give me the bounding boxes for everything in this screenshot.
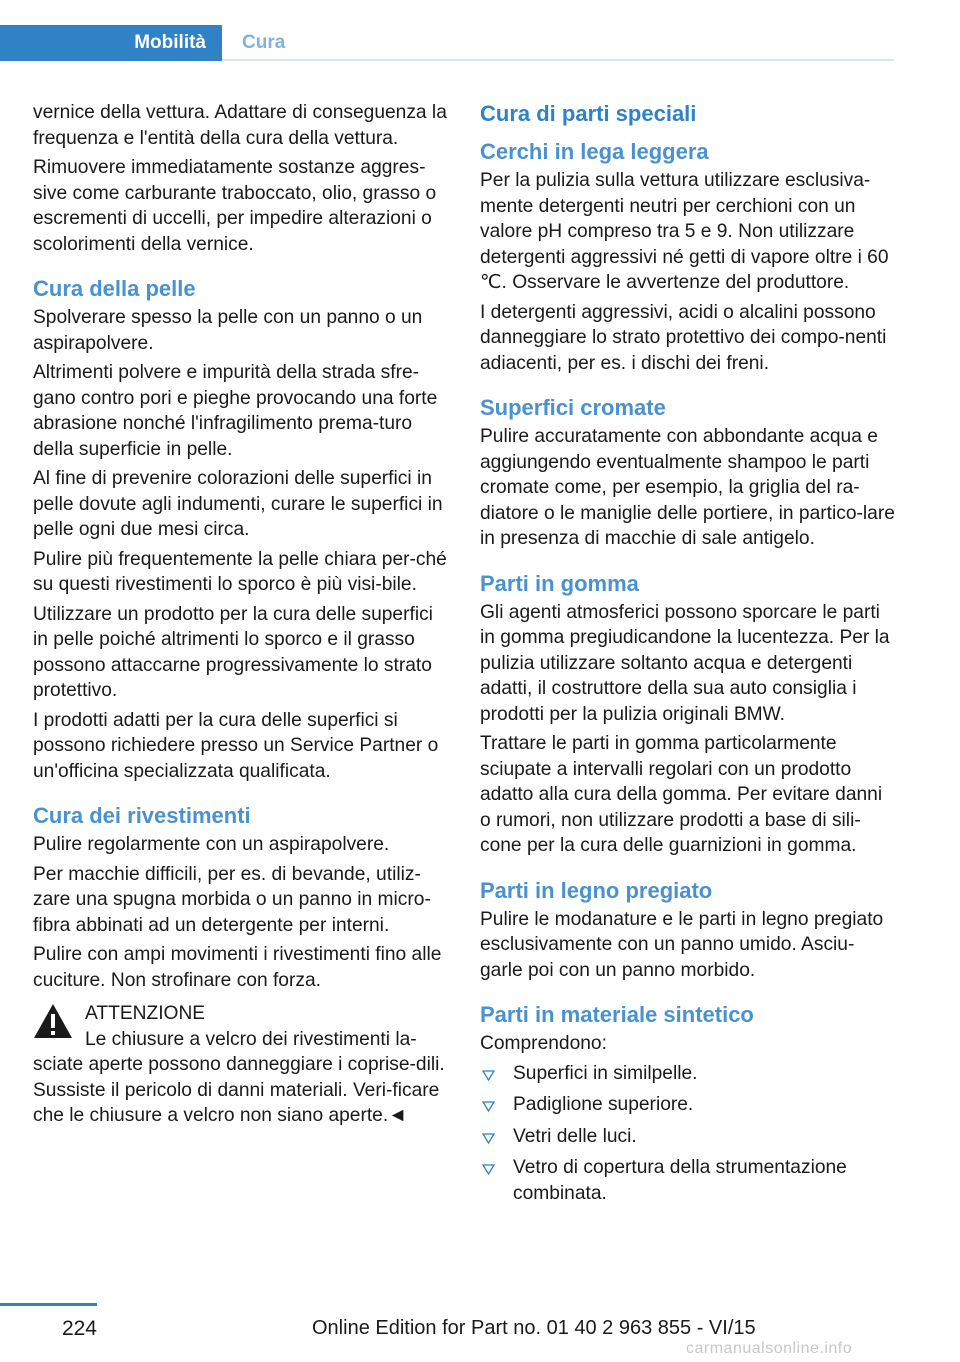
- bullet-triangle-icon: [482, 1101, 495, 1112]
- warning-box: [33, 1001, 448, 1129]
- section-heading-speciali: Cura di parti speciali: [480, 101, 697, 126]
- paragraph: Per la pulizia sulla vettura utilizzare esclusiva-mente detergenti neutri per cerchioni con un valore pH compreso tra 5 e 9. Non utilizzare detergenti aggressivi né getti di vapore oltre i 60 ℃. Osservare le avvertenze del produttore.: [480, 170, 889, 293]
- subsection-heading-sintetico: Parti in materiale sintetico: [480, 1002, 754, 1027]
- edition-footer: Online Edition for Part no. 01 40 2 963 855 - VI/15: [312, 1317, 756, 1339]
- list-item-text: Vetro di copertura della strumentazione combinata.: [513, 1157, 847, 1204]
- list-item: [480, 1092, 896, 1118]
- bullet-triangle-icon: [482, 1164, 495, 1175]
- paragraph: I prodotti adatti per la cura delle superfici si possono richiedere presso un Service Partner o un'officina specializzata qualificata.: [33, 709, 439, 782]
- paragraph: Pulire più frequentemente la pelle chiara per-ché su questi rivestimenti lo sporco è più visi-bile.: [33, 548, 447, 595]
- bullet-list: [480, 1061, 896, 1207]
- paragraph: Pulire regolarmente con un aspirapolvere.: [33, 834, 390, 855]
- watermark: carmanualsonline.info: [686, 1340, 853, 1357]
- subsection-heading-cerchi: Cerchi in lega leggera: [480, 139, 709, 164]
- subsection-heading-gomma: Parti in gomma: [480, 570, 639, 596]
- paragraph: Comprendono:: [480, 1033, 607, 1054]
- paragraph: Pulire le modanature e le parti in legno pregiato esclusivamente con un panno umido. Asciu-garle poi con un panno morbido.: [480, 908, 884, 981]
- warning-text: sciate aperte possono danneggiare i coprise-dili. Sussiste il pericolo di danni materiali. Veri-ficare che le chiusure a velcro non siano aperte.◄: [33, 1054, 445, 1126]
- header-rule: [222, 59, 894, 61]
- warning-triangle-icon: [33, 1003, 73, 1039]
- list-item: [480, 1061, 896, 1087]
- paragraph: Rimuovere immediatamente sostanze aggres-sive come carburante traboccato, olio, grasso o escrementi di uccelli, per impedire alterazioni o scolorimenti della vernice.: [33, 157, 437, 255]
- list-item-text: Superfici in similpelle.: [513, 1062, 698, 1084]
- paragraph: Utilizzare un prodotto per la cura delle superfici in pelle poiché altrimenti lo sporco e il grasso possono attaccarne progressivamente lo strato protettivo.: [33, 603, 433, 701]
- warning-title: ATTENZIONE: [85, 1003, 206, 1024]
- page-number-rule: [0, 1303, 97, 1306]
- left-column: [33, 100, 448, 1129]
- paragraph: Pulire con ampi movimenti i rivestimenti fino alle cuciture. Non strofinare con forza.: [33, 944, 442, 991]
- page-number: 224: [61, 1317, 97, 1340]
- paragraph: Altrimenti polvere e impurità della strada sfre-gano contro pori e pieghe provocando una forte abrasione nonché l'infragilimento prema-turo della superficie in pelle.: [33, 362, 438, 460]
- right-column: [480, 100, 896, 1212]
- subsection-heading-cromate: Superfici cromate: [480, 395, 666, 420]
- paragraph: Spolverare spesso la pelle con un panno o un aspirapolvere.: [33, 307, 423, 354]
- list-item: [480, 1155, 896, 1206]
- section-heading-rivestimenti: Cura dei rivestimenti: [33, 803, 251, 828]
- paragraph: vernice della vettura. Adattare di conseguenza la frequenza e l'entità della cura della vettura.: [33, 102, 447, 149]
- paragraph: I detergenti aggressivi, acidi o alcalini possono danneggiare lo strato protettivo dei compo-nenti adiacenti, per es. i dischi dei freni.: [480, 301, 887, 374]
- list-item-text: Padiglione superiore.: [513, 1094, 694, 1115]
- section-heading-pelle: Cura della pelle: [33, 276, 196, 301]
- tab-mobilita[interactable]: Mobilità: [0, 25, 222, 61]
- paragraph: Per macchie difficili, per es. di bevande, utiliz-zare una spugna morbida o un panno in micro-fibra abbinati ad un detergente per interni.: [33, 863, 431, 936]
- subsection-heading-legno: Parti in legno pregiato: [480, 877, 713, 903]
- bullet-triangle-icon: [482, 1133, 495, 1144]
- bullet-triangle-icon: [482, 1070, 495, 1081]
- list-item: [480, 1124, 896, 1150]
- tab-cura[interactable]: Cura: [242, 32, 286, 53]
- paragraph: Pulire accuratamente con abbondante acqua e aggiungendo eventualmente shampoo le parti cromate come, per esempio, la griglia del ra-diatore o le maniglie delle portiere, in partico-lare in presenza di macchie di sale antigelo.: [480, 426, 895, 549]
- header-tabs: [0, 25, 894, 61]
- warning-text: Le chiusure a velcro dei rivestimenti la-: [85, 1028, 417, 1050]
- list-item-text: Vetri delle luci.: [513, 1125, 637, 1147]
- paragraph: Al fine di prevenire colorazioni delle superfici in pelle dovute agli indumenti, curare le superfici in pelle ogni due mesi circa.: [33, 468, 443, 540]
- paragraph: Trattare le parti in gomma particolarmente sciupate a intervalli regolari con un prodotto adatto alla cura della gomma. Per evitare danni o rumori, non utilizzare prodotti a base di sili-cone per la cura delle guarnizioni in gomma.: [480, 733, 883, 856]
- paragraph: Gli agenti atmosferici possono sporcare le parti in gomma pregiudicandone la lucentezza. Per la pulizia utilizzare soltanto acqua e detergenti adatti, il costruttore della sua auto consiglia i prodotti per la pulizia originali BMW.: [480, 601, 890, 725]
